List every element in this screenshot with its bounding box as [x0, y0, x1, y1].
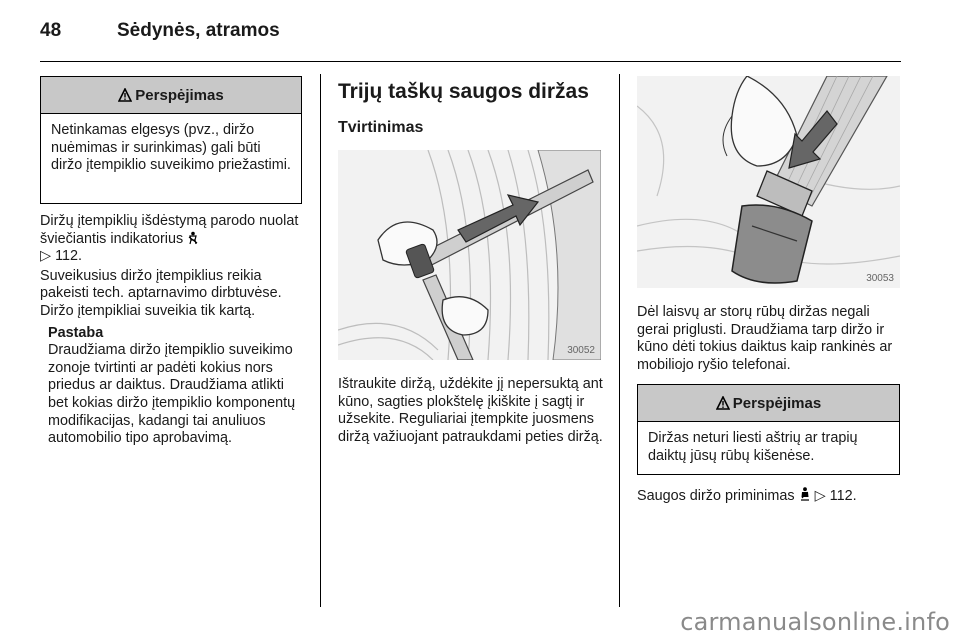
belt-tensioner-indicator-icon [187, 231, 199, 245]
warning-text-2: Diržas neturi liesti aštrių ar trapių daiktų jūsų rūbų kišenėse. [648, 430, 858, 464]
warning-box-2 [637, 384, 900, 475]
watermark: carmanualsonline.info [680, 608, 950, 636]
page-ref-arrow-icon: ▷ [40, 248, 52, 265]
paragraph-loose-clothing: Dėl laisvų ar storų rūbų diržas negali gerai priglusti. Draudžiama tarp diržo ir kūno dėti tokius daiktus kaip rankinės ar mobiliojo ryšio telefonai. [637, 304, 893, 373]
page-ref-1: 112. [55, 248, 83, 265]
warning-triangle-icon [716, 396, 730, 410]
figure-belt-buckle [637, 76, 900, 288]
section-heading: Trijų taškų saugos diržas [338, 80, 589, 103]
note-block [40, 325, 302, 448]
header-rule [40, 61, 901, 62]
page-number: 48 [40, 20, 62, 41]
warning-header-1 [41, 77, 301, 114]
warning-text-1: Netinkamas elgesys (pvz., diržo nuėmimas ir surinkimas) gali būti diržo įtempiklio suveikimo priežastimi. [51, 122, 291, 174]
col1-text [40, 213, 302, 448]
note-title: Pastaba [48, 324, 104, 341]
column-divider-2 [619, 74, 620, 607]
warning-box-1 [40, 76, 302, 204]
paragraph-tensioner-replace: Suveikusius diržo įtempiklius reikia pakeisti tech. aptarnavimo dirbtuvėse. Diržo įtempikliai suveikia tik kartą. [40, 267, 282, 319]
section-subheading: Tvirtinimas [338, 119, 424, 136]
figure-number-30052: 30052 [567, 345, 595, 356]
warning-triangle-icon [118, 88, 132, 102]
page-title: Sėdynės, atramos [117, 20, 280, 41]
warning-header-2 [638, 385, 899, 422]
belt-buckle-illustration [637, 76, 900, 288]
warning-title-2: Perspėjimas [732, 394, 822, 412]
column-divider-1 [320, 74, 321, 607]
page-ref-arrow-icon: ▷ [814, 488, 826, 504]
warning-title-1: Perspėjimas [135, 86, 224, 104]
figure-belt-fastening [338, 150, 601, 360]
paragraph-fasten-belt: Ištraukite diržą, uždėkite jį nepersuktą ant kūno, sagties plokštelę įkiškite į sagtį ir užsekite. Reguliariai įtempkite juosmens diržą važiuojant patraukdami peties diržą. [338, 376, 603, 445]
note-text: Draudžiama diržo įtempiklio suveikimo zonoje tvirtinti ar padėti kokius nors priedus ar daiktus. Draudžiama atlikti bet kokias diržo įtempiklio komponentų modifikacijas, kadangi tai anuliuos automobilio tipo aprobavimą. [48, 342, 296, 447]
page-header [40, 20, 280, 42]
seat-belt-reminder-icon [799, 487, 811, 502]
page-ref-2: 112. [829, 488, 857, 504]
figure-number-30053: 30053 [866, 273, 894, 284]
paragraph-indicator: Diržų įtempiklių išdėstymą parodo nuolat šviečiantis indikatorius ▷ 112. [40, 213, 299, 265]
belt-fastening-illustration [338, 150, 601, 360]
paragraph-belt-reminder: Saugos diržo priminimas ▷ 112. [637, 488, 857, 504]
